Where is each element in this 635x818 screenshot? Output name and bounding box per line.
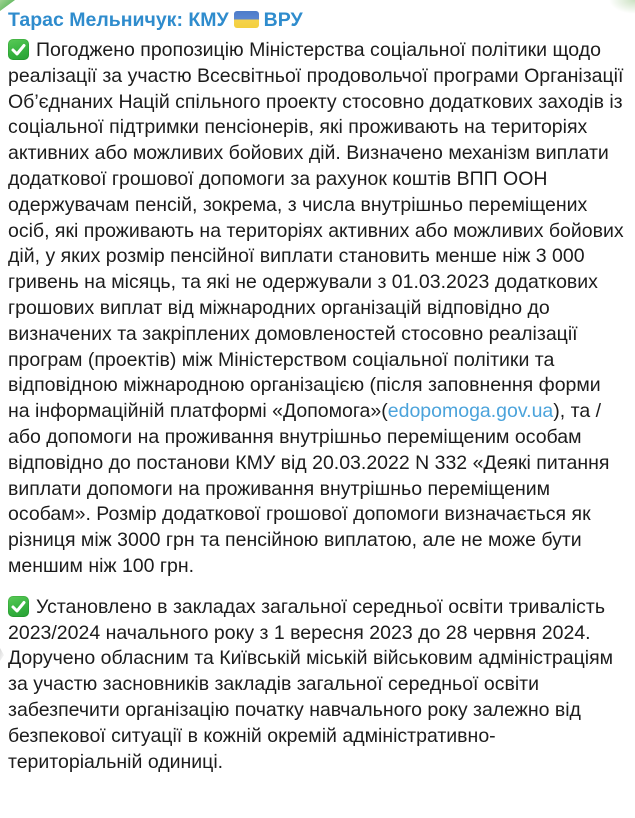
- paragraph-1-text-before-link: Погоджено пропозицію Міністерства соціальної політики щодо реалізації за участю Всесвітньої продовольчої програми Організації Об’єднаних Націй спільного проекту стосовно додаткових заходів із соціальної підтримки пенсіонерів, які проживають на територіях активних або можливих бойових дій. Визначено механізм виплати додаткової грошової допомоги за рахунок коштів ВПП ООН одержувачам пенсій, зокрема, з числа внутрішньо переміщених осіб, які проживають на територіях активних або можливих бойових дій, у яких розмір пенсійної виплати становить менше ніж 3 000 гривень на місяць, та які не одержували з 01.03.2023 додаткових грошових виплат від міжнародних організацій відповідно до визначених та закріплених домовленостей стосовно реалізації програм (проектів) між Міністерством соціальної політики та відповідною міжнародною організацією (після заповнення форми на інформаційній платформі «Допомога»(: [8, 39, 624, 423]
- ukraine-flag-icon: [234, 11, 259, 28]
- cropped-edge-artifact: [0, 648, 4, 661]
- check-mark-icon: [8, 39, 29, 60]
- channel-title-text: Тарас Мельничук: КМУ: [8, 9, 229, 31]
- message-paragraph-2: [8, 595, 627, 776]
- cropped-emoji-corner-right: [609, 0, 635, 14]
- message-paragraph-1: [8, 38, 627, 580]
- edopomoga-link[interactable]: edopomoga.gov.ua: [387, 400, 554, 423]
- channel-title[interactable]: [8, 7, 627, 33]
- channel-title-suffix: ВРУ: [263, 9, 303, 31]
- check-mark-icon: [8, 596, 29, 617]
- paragraph-2-text: Установлено в закладах загальної середньої освіти тривалість 2023/2024 начального року з 1 вересня 2023 до 28 червня 2024. Доручено обласним та Київській міській військовим адміністраціям за участю засновників закладів загальної середньої освіти забезпечити організацію початку навчального року залежно від безпекової ситуації в кожній окремій адміністративно-територіальній одиниці.: [8, 595, 614, 773]
- paragraph-1-text-after-link: ), та / або допомоги на проживання внутрішньо переміщеним особам відповідно до постанови КМУ від 20.03.2022 N 332 «Деякі питання виплати допомоги на проживання внутрішньо переміщеним особам». Розмір додаткової грошової допомоги визначається як різниця між 3000 грн та пенсійною виплатою, але не може бути меншим ніж 100 грн.: [8, 400, 610, 577]
